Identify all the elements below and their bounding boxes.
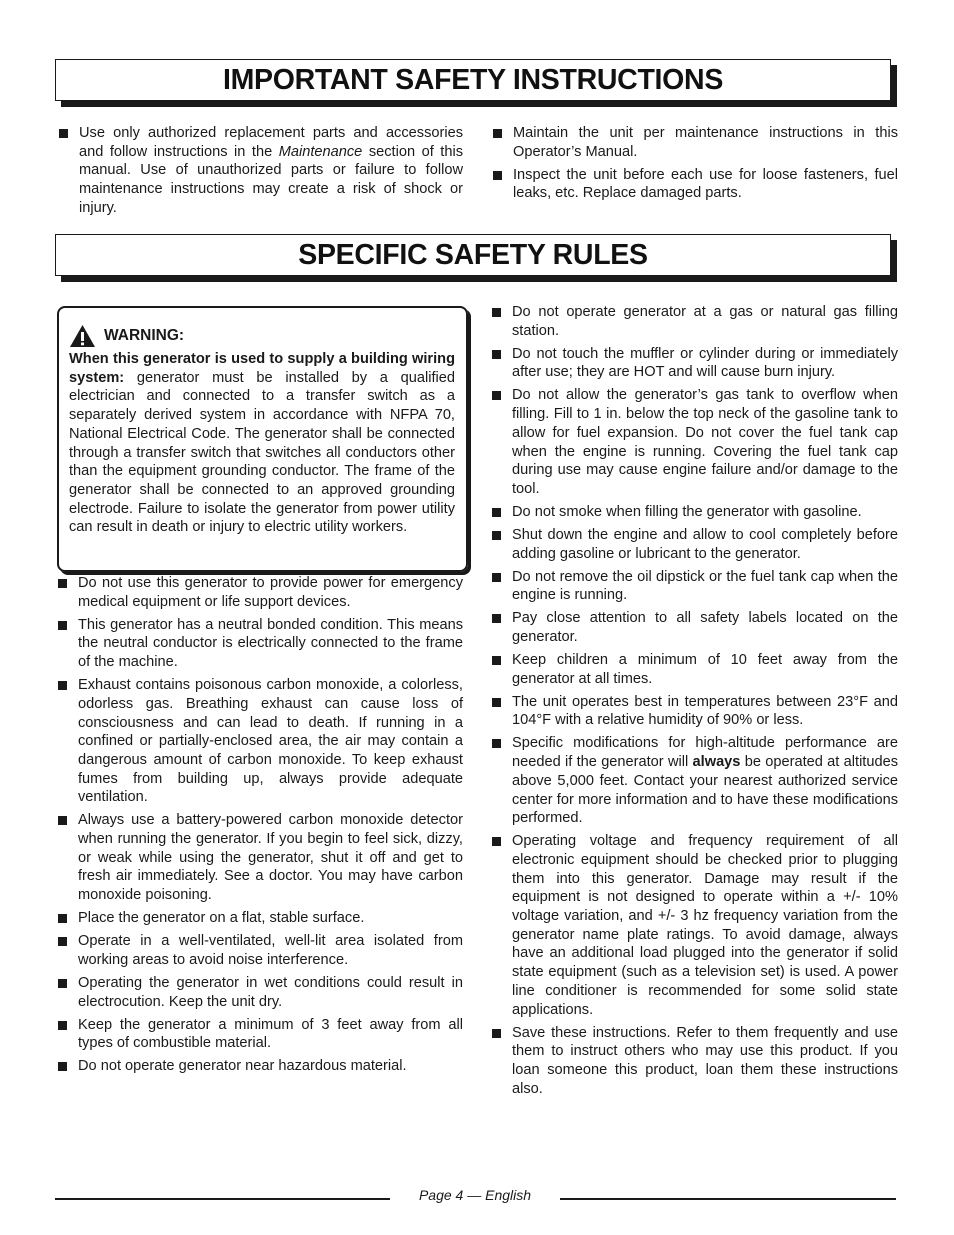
list-item: Do not smoke when filling the generator with gasoline.	[490, 503, 898, 522]
list-item: Do not touch the muffler or cylinder during or immediately after use; they are HOT and will cause burn injury.	[490, 345, 898, 382]
list-item: Keep the generator a minimum of 3 feet away from all types of combustible material.	[56, 1016, 463, 1053]
list-item: This generator has a neutral bonded condition. This means the neutral conductor is electrically connected to the frame of the machine.	[56, 616, 463, 672]
rules-left-column	[56, 574, 463, 1080]
list-item: Do not use this generator to provide power for emergency medical equipment or life support devices.	[56, 574, 463, 611]
list-item: Specific modifications for high-altitude performance are needed if the generator will always be operated at altitudes above 5,000 feet. Contact your nearest authorized service center for more information and to have these modifications performed.	[490, 734, 898, 828]
rules-right-column	[490, 303, 898, 1103]
important-left-column	[57, 124, 463, 222]
list-item: Operating the generator in wet conditions could result in electrocution. Keep the unit dry.	[56, 974, 463, 1011]
important-safety-banner	[55, 59, 891, 101]
footer-rule-right	[560, 1198, 896, 1200]
list-item: Pay close attention to all safety labels located on the generator.	[490, 609, 898, 646]
list-item: Save these instructions. Refer to them frequently and use them to instruct others who may use this product. If you loan someone this product, loan them these instructions also.	[490, 1024, 898, 1099]
list-item: Do not operate generator near hazardous material.	[56, 1057, 463, 1076]
warning-text: When this generator is used to supply a building wiring system: generator must be installed by a qualified electrician and connected to a transfer switch as a separately derived system in accordance with NFPA 70, National Electrical Code. The generator shall be connected through a transfer switch that switches all conductors other than the equipment grounding conductor. The frame of the generator shall be connected to an approved grounding electrode. Failure to isolate the generator from power utility can result in death or injury to electric utility workers.	[69, 351, 455, 536]
warning-box	[57, 306, 468, 572]
important-right-column	[491, 124, 898, 207]
important-safety-title: IMPORTANT SAFETY INSTRUCTIONS	[222, 64, 724, 96]
specific-safety-banner	[55, 234, 891, 276]
footer-rule-left	[55, 1198, 390, 1200]
warning-label: WARNING:	[104, 326, 185, 344]
page-footer: Page 4 — English	[418, 1187, 532, 1203]
list-item: Exhaust contains poisonous carbon monoxide, a colorless, odorless gas. Breathing exhaust can cause loss of consciousness and can lead to death. If running in a confined or partially-enclosed area, the air may contain a dangerous amount of carbon monoxide. To keep exhaust fumes from building up, always provide adequate ventilation.	[56, 676, 463, 807]
list-item: Maintain the unit per maintenance instructions in this Operator’s Manual.	[491, 124, 898, 161]
warning-triangle-icon	[69, 324, 96, 348]
list-item: Do not operate generator at a gas or natural gas filling station.	[490, 303, 898, 340]
list-item: Operating voltage and frequency requirement of all electronic equipment should be checked prior to plugging them into this generator. Damage may result if the equipment is not designed to operate within a +/- 10% voltage variation, and +/- 3 hz frequency variation from the generator name plate ratings. To avoid damage, always have an additional load plugged into the generator if solid state equipment (such as a television set) is used. A power line conditioner is recommended for some solid state applications.	[490, 832, 898, 1019]
list-item: Use only authorized replacement parts and accessories and follow instructions in the Maintenance section of this manual. Use of unauthorized parts or failure to follow maintenance instructions may create a risk of shock or injury.	[57, 124, 463, 218]
list-item: Shut down the engine and allow to cool completely before adding gasoline or lubricant to the generator.	[490, 526, 898, 563]
list-item: Inspect the unit before each use for loose fasteners, fuel leaks, etc. Replace damaged parts.	[491, 166, 898, 203]
list-item: Keep children a minimum of 10 feet away from the generator at all times.	[490, 651, 898, 688]
list-item: Place the generator on a flat, stable surface.	[56, 909, 463, 928]
list-item: The unit operates best in temperatures between 23°F and 104°F with a relative humidity of 90% or less.	[490, 693, 898, 730]
list-item: Do not remove the oil dipstick or the fuel tank cap when the engine is running.	[490, 568, 898, 605]
warning-header	[69, 324, 455, 348]
list-item: Always use a battery-powered carbon monoxide detector when running the generator. If you begin to feel sick, dizzy, or weak while using the generator, shut it off and get to fresh air immediately. See a doctor. You may have carbon monoxide poisoning.	[56, 811, 463, 905]
list-item: Operate in a well-ventilated, well-lit area isolated from working areas to avoid noise interference.	[56, 932, 463, 969]
specific-safety-title: SPECIFIC SAFETY RULES	[298, 239, 648, 271]
list-item: Do not allow the generator’s gas tank to overflow when filling. Fill to 1 in. below the top neck of the gasoline tank to allow for fuel expansion. Do not cover the fuel tank cap when the engine is running. Covering the fuel tank cap during use may cause engine failure and/or damage to the tool.	[490, 386, 898, 498]
